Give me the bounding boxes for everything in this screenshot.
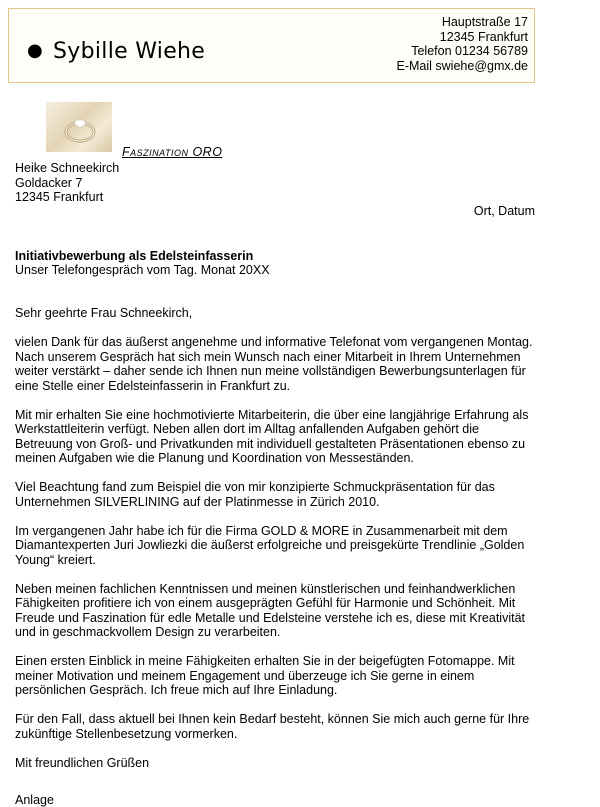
letterhead-box xyxy=(8,8,535,83)
sender-city: 12345 Frankfurt xyxy=(439,29,528,44)
paragraph: Viel Beachtung fand zum Beispiel die von mir konzipierte Schmuckpräsentation für das Unternehmen SILVERLINING auf der Platinmesse in Zürich 2010. xyxy=(15,480,495,509)
sender-street: Hauptstraße 17 xyxy=(441,15,528,29)
brand-name: Faszination ORO xyxy=(122,145,223,159)
paragraph: Im vergangenen Jahr habe ich für die Firma GOLD & MORE in Zusammenarbeit mit dem Diamantexperten Juri Jowliezki die äußerst erfolgreiche und preisgekürte Trendlinie „Golden Young“ kreiert. xyxy=(15,523,525,567)
recipient-name: Heike Schneekirch xyxy=(15,161,120,175)
ring-photo-icon xyxy=(46,102,112,152)
recipient-street: Goldacker 7 xyxy=(15,175,83,190)
letter-body xyxy=(15,306,535,770)
sender-phone: Telefon 01234 56789 xyxy=(411,44,528,58)
sender-contact xyxy=(397,15,528,73)
paragraph: Einen ersten Einblick in meine Fähigkeiten erhalten Sie in der beigefügten Fotomappe. Mit meiner Motivation und meinem Engagement und überzeuge ich Sie gerne in einem persönlichen Gespräch. Ich freue mich auf Ihre Einladung. xyxy=(15,654,515,697)
recipient-address xyxy=(15,161,119,205)
paragraph: Mit mir erhalten Sie eine hochmotivierte Mitarbeiterin, die über eine langjährige Erfahrung als Werkstattleiterin verfügt. Neben allen dort im Alltag anfallenden Aufgaben gehört die Betreuung von Groß- und Privatkunden mit individuell gestalteten Präsentationen ebenso zu meinen Aufgaben wie die Planung und Koordination von Messeständen. xyxy=(15,407,529,465)
salutation: Sehr geehrte Frau Schneekirch, xyxy=(15,306,193,320)
subject-title: Initiativbewerbung als Edelsteinfasserin xyxy=(15,249,254,263)
attachment-label: Anlage xyxy=(15,793,54,807)
subject-block xyxy=(15,249,270,277)
recipient-city: 12345 Frankfurt xyxy=(15,190,104,204)
sender-name-text: Sybille Wiehe xyxy=(53,39,206,64)
closing: Mit freundlichen Grüßen xyxy=(15,755,150,770)
sender-email: E-Mail swiehe@gmx.de xyxy=(396,58,528,73)
subject-reference: Unser Telefongespräch vom Tag. Monat 20XX xyxy=(15,263,270,277)
paragraph: vielen Dank für das äußerst angenehme und informative Telefonat vom vergangenen Montag. Nach unserem Gespräch hat sich mein Wunsch nach einer Mitarbeit in Ihrem Unternehmen weiter verstärkt – daher sende ich Ihnen nun meine vollständigen Bewerbungsunterlagen für eine Stelle einer Edelsteinfasserin in Frankfurt zu. xyxy=(15,335,533,393)
bullet-icon: ● xyxy=(27,40,44,61)
place-date: Ort, Datum xyxy=(473,204,535,218)
paragraph: Neben meinen fachlichen Kenntnissen und meinen künstlerischen und feinhandwerklichen Fähigkeiten profitiere ich von einem ausgeprägten Gefühl für Harmonie und Schönheit. Mit Freude und Faszination für edle Metalle und Edelsteine verstehe ich es, diese mit Kreativität und in geschmackvollem Design zu verarbeiten. xyxy=(15,581,525,639)
paragraph: Für den Fall, dass aktuell bei Ihnen kein Bedarf besteht, können Sie mich auch gerne für Ihre zukünftige Stellenbesetzung vormerken. xyxy=(15,712,530,741)
sender-name xyxy=(27,39,205,64)
